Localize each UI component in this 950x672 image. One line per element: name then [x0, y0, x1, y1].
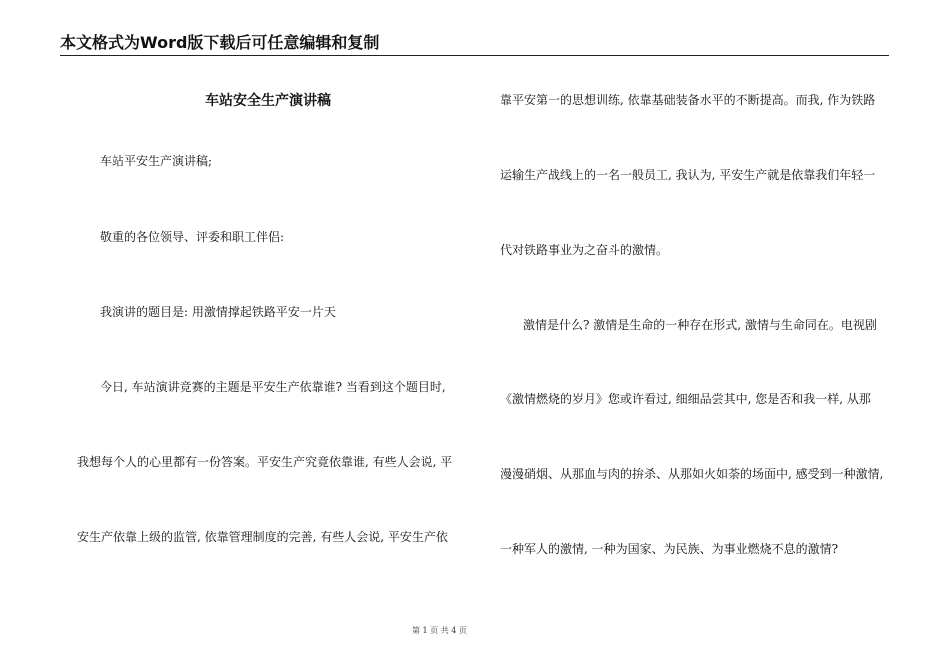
document-title: 车站安全生产演讲稿 — [205, 93, 331, 109]
header-banner: 本文格式为Word版下载后可任意编辑和复制 — [60, 33, 380, 52]
page-number: 第 1 页 共 4 页 — [412, 626, 467, 635]
right-paragraph-line-2: 运输生产战线上的一名一般员工, 我认为, 平安生产就是依靠我们年轻一 — [500, 168, 876, 182]
right-paragraph-line-3: 代对铁路事业为之奋斗的激情。 — [500, 243, 669, 257]
left-paragraph-line-2: 敬重的各位领导、评委和职工伴侣: — [100, 230, 285, 244]
left-paragraph-line-4: 今日, 车站演讲竞赛的主题是平安生产依靠谁? 当看到这个题目时, — [100, 380, 446, 394]
right-paragraph-line-1: 靠平安第一的思想训练, 依靠基础装备水平的不断提高。而我, 作为铁路 — [500, 93, 876, 107]
right-paragraph-line-5: 《激情燃烧的岁月》您或许看过, 细细品尝其中, 您是否和我一样, 从那 — [500, 392, 871, 406]
left-paragraph-line-5: 我想每个人的心里都有一份答案。平安生产究竟依靠谁, 有些人会说, 平 — [77, 455, 453, 469]
left-paragraph-line-6: 安生产依靠上级的监管, 依靠管理制度的完善, 有些人会说, 平安生产依 — [77, 530, 448, 544]
left-paragraph-line-3: 我演讲的题目是: 用激情撑起铁路平安一片天 — [100, 305, 336, 319]
right-paragraph-line-4: 激情是什么? 激情是生命的一种存在形式, 激情与生命同在。电视剧 — [523, 318, 877, 332]
left-paragraph-line-1: 车站平安生产演讲稿; — [100, 154, 213, 168]
right-paragraph-line-7: 一种军人的激情, 一种为国家、为民族、为事业燃烧不息的激情? — [500, 542, 839, 556]
header-divider — [60, 55, 889, 56]
right-paragraph-line-6: 漫漫硝烟、从那血与肉的拚杀、从那如火如荼的场面中, 感受到一种激情, — [500, 467, 884, 481]
